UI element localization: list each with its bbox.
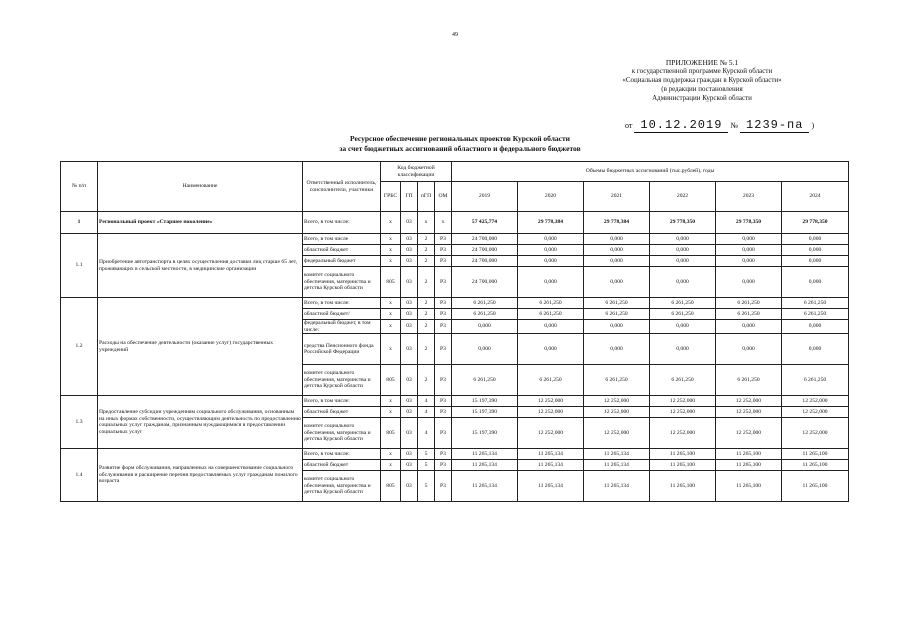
row-value: 0,000 <box>650 256 716 267</box>
row-value: 11 265,100 <box>650 471 716 502</box>
row-grbs: 805 <box>381 418 401 449</box>
row-value: 0,000 <box>518 256 584 267</box>
title-line-1: Ресурсное обеспечение региональных проектов Курской области <box>349 134 570 143</box>
row-gp: 03 <box>401 245 418 256</box>
row-responsible: комитет социального обеспечения, материнства и детства Курской области <box>303 365 381 396</box>
row-value: 12 252,000 <box>584 396 650 407</box>
row-value: 6 261,250 <box>584 309 650 320</box>
row-grbs: х <box>381 256 401 267</box>
row-value: 0,000 <box>782 267 849 298</box>
appendix-line: к государственной программе Курской области <box>631 67 773 75</box>
row-value: 11 265,134 <box>452 449 518 460</box>
row-responsible: Всего, в том числе: <box>303 449 381 460</box>
row-value: 12 252,000 <box>716 407 782 418</box>
row-value: 11 265,100 <box>716 460 782 471</box>
row-pgp: 5 <box>418 449 435 460</box>
header-pgp: пГП <box>418 182 435 212</box>
appendix-header <box>587 58 817 103</box>
row-value: 6 261,250 <box>518 309 584 320</box>
row-gp: 03 <box>401 298 418 309</box>
appendix-line: «Социальная поддержка граждан в Курской области» <box>622 76 782 84</box>
row-value: 6 261,250 <box>584 298 650 309</box>
row-value: 6 261,250 <box>716 309 782 320</box>
row-pgp: 2 <box>418 320 435 334</box>
row-value: 57 425,774 <box>452 212 518 234</box>
row-responsible: Всего, в том числе: <box>303 212 381 234</box>
row-value: 11 265,100 <box>782 471 849 502</box>
row-value: 12 252,000 <box>650 418 716 449</box>
row-value: 15 197,390 <box>452 407 518 418</box>
row-grbs: 805 <box>381 471 401 502</box>
row-value: 12 252,000 <box>782 407 849 418</box>
row-number: 1.1 <box>61 234 98 298</box>
row-om: Р3 <box>435 460 452 471</box>
row-value: 12 252,000 <box>650 407 716 418</box>
header-year: 2024 <box>782 182 849 212</box>
row-number: 1.4 <box>61 449 98 502</box>
row-value: 0,000 <box>584 234 650 245</box>
row-pgp: 2 <box>418 267 435 298</box>
row-gp: 03 <box>401 460 418 471</box>
date-prefix: от <box>625 121 633 130</box>
appendix-line: Администрации Курской области <box>652 94 752 102</box>
row-om: Р3 <box>435 418 452 449</box>
row-value: 6 261,250 <box>716 365 782 396</box>
row-grbs: 805 <box>381 267 401 298</box>
row-value: 24 700,000 <box>452 245 518 256</box>
row-value: 29 778,384 <box>584 212 650 234</box>
row-value: 12 252,000 <box>584 418 650 449</box>
row-responsible: Всего, в том числе <box>303 234 381 245</box>
title-line-2: за счет бюджетных ассигнований областного и федерального бюджетов <box>339 144 581 153</box>
row-value: 0,000 <box>716 267 782 298</box>
table-row <box>61 234 849 245</box>
header-responsible: Ответственный исполнитель, соисполнители, участники <box>303 162 381 212</box>
row-grbs: х <box>381 320 401 334</box>
table-row <box>61 298 849 309</box>
header-year: 2020 <box>518 182 584 212</box>
row-om: Р3 <box>435 245 452 256</box>
row-value: 11 265,134 <box>518 449 584 460</box>
row-value: 29 778,350 <box>650 212 716 234</box>
row-name: Приобретение автотранспорта в целях осуществления доставки лиц старше 65 лет, проживающих в сельской местности, в медицинские организации <box>98 234 303 298</box>
row-value: 29 778,384 <box>518 212 584 234</box>
row-gp: 03 <box>401 449 418 460</box>
number-sign: № <box>730 121 739 130</box>
header-year: 2022 <box>650 182 716 212</box>
row-om: Р3 <box>435 365 452 396</box>
row-value: 0,000 <box>584 256 650 267</box>
row-value: 6 261,250 <box>782 298 849 309</box>
row-om: Р3 <box>435 309 452 320</box>
row-value: 11 265,100 <box>782 449 849 460</box>
row-grbs: х <box>381 212 401 234</box>
row-gp: 03 <box>401 407 418 418</box>
row-responsible: областной бюджет <box>303 407 381 418</box>
row-value: 0,000 <box>518 267 584 298</box>
row-grbs: х <box>381 396 401 407</box>
row-value: 11 265,134 <box>452 460 518 471</box>
row-gp: 03 <box>401 396 418 407</box>
row-om: Р3 <box>435 298 452 309</box>
row-pgp: х <box>418 212 435 234</box>
row-value: 12 252,000 <box>518 396 584 407</box>
row-gp: 03 <box>401 334 418 365</box>
row-value: 0,000 <box>716 234 782 245</box>
row-gp: 03 <box>401 267 418 298</box>
row-value: 11 265,100 <box>716 471 782 502</box>
header-num: № п/п <box>61 162 98 212</box>
row-value: 0,000 <box>584 267 650 298</box>
row-value: 24 700,000 <box>452 267 518 298</box>
row-value: 6 261,250 <box>782 365 849 396</box>
row-value: 0,000 <box>650 320 716 334</box>
row-value: 11 265,100 <box>716 449 782 460</box>
row-responsible: областной бюджет/ <box>303 309 381 320</box>
row-value: 0,000 <box>650 267 716 298</box>
row-gp: 03 <box>401 234 418 245</box>
row-pgp: 4 <box>418 396 435 407</box>
row-gp: 03 <box>401 309 418 320</box>
row-gp: 03 <box>401 471 418 502</box>
row-om: Р3 <box>435 407 452 418</box>
row-om: х <box>435 212 452 234</box>
row-responsible: федеральный бюджет <box>303 256 381 267</box>
table-body <box>61 212 849 502</box>
page-number: 49 <box>452 32 458 38</box>
row-value: 0,000 <box>650 334 716 365</box>
row-pgp: 5 <box>418 471 435 502</box>
row-grbs: х <box>381 309 401 320</box>
row-number: 1.3 <box>61 396 98 449</box>
row-value: 0,000 <box>782 334 849 365</box>
header-year: 2021 <box>584 182 650 212</box>
row-name: Региональный проект «Старшее поколение» <box>98 212 303 234</box>
row-om: Р3 <box>435 320 452 334</box>
row-responsible: комитет социального обеспечения, материнства и детства Курской области <box>303 418 381 449</box>
row-value: 6 261,250 <box>584 365 650 396</box>
row-value: 0,000 <box>518 234 584 245</box>
row-value: 24 700,000 <box>452 234 518 245</box>
row-value: 11 265,134 <box>518 471 584 502</box>
budget-table <box>60 161 849 502</box>
row-value: 12 252,000 <box>716 396 782 407</box>
resolution-date-line <box>625 118 814 132</box>
row-value: 0,000 <box>782 245 849 256</box>
row-value: 0,000 <box>782 320 849 334</box>
row-responsible: Всего, в том числе: <box>303 298 381 309</box>
row-value: 6 261,250 <box>650 298 716 309</box>
row-pgp: 2 <box>418 256 435 267</box>
row-pgp: 4 <box>418 418 435 449</box>
row-grbs: х <box>381 245 401 256</box>
header-om: ОМ <box>435 182 452 212</box>
row-value: 11 265,134 <box>584 471 650 502</box>
resolution-number: 1239-па <box>740 118 809 133</box>
row-value: 6 261,250 <box>452 309 518 320</box>
row-value: 12 252,000 <box>716 418 782 449</box>
row-pgp: 4 <box>418 407 435 418</box>
row-gp: 03 <box>401 418 418 449</box>
row-responsible: областной бюджет <box>303 460 381 471</box>
row-pgp: 2 <box>418 365 435 396</box>
appendix-title: ПРИЛОЖЕНИЕ № 5.1 <box>665 58 739 67</box>
row-value: 0,000 <box>518 320 584 334</box>
row-value: 12 252,000 <box>782 418 849 449</box>
row-value: 29 778,350 <box>782 212 849 234</box>
row-gp: 03 <box>401 212 418 234</box>
row-grbs: х <box>381 460 401 471</box>
row-value: 11 265,134 <box>518 460 584 471</box>
header-year: 2019 <box>452 182 518 212</box>
row-value: 0,000 <box>782 234 849 245</box>
row-om: Р3 <box>435 267 452 298</box>
row-value: 6 261,250 <box>782 309 849 320</box>
row-pgp: 2 <box>418 234 435 245</box>
closing-paren: ) <box>811 121 815 130</box>
row-om: Р3 <box>435 234 452 245</box>
row-value: 6 261,250 <box>452 365 518 396</box>
row-grbs: 805 <box>381 365 401 396</box>
row-grbs: х <box>381 407 401 418</box>
header-volumes: Объемы бюджетных ассигнований (тыс.рублей), годы <box>452 162 849 182</box>
row-value: 11 265,134 <box>584 460 650 471</box>
header-name: Наименование <box>98 162 303 212</box>
row-grbs: х <box>381 334 401 365</box>
row-value: 0,000 <box>452 334 518 365</box>
row-om: Р3 <box>435 471 452 502</box>
row-om: Р3 <box>435 396 452 407</box>
row-value: 11 265,100 <box>650 449 716 460</box>
row-om: Р3 <box>435 256 452 267</box>
row-grbs: х <box>381 234 401 245</box>
row-name: Предоставление субсидии учреждениям социального обслуживания, основанным на иных формах собственности, осуществляющим деятельность по предоставлению социальных услуг гражданам, признанным нуждающимися в предоставлении социальных услуг <box>98 396 303 449</box>
document-title <box>250 134 670 154</box>
row-value: 0,000 <box>650 234 716 245</box>
row-value: 11 265,134 <box>584 449 650 460</box>
row-value: 6 261,250 <box>716 298 782 309</box>
row-responsible: средства Пенсионного фонда Российской Федерации <box>303 334 381 365</box>
header-year: 2023 <box>716 182 782 212</box>
row-value: 0,000 <box>716 334 782 365</box>
row-value: 6 261,250 <box>518 298 584 309</box>
header-gp: ГП <box>401 182 418 212</box>
row-value: 24 700,000 <box>452 256 518 267</box>
row-pgp: 2 <box>418 245 435 256</box>
row-pgp: 5 <box>418 460 435 471</box>
row-value: 6 261,250 <box>518 365 584 396</box>
row-value: 0,000 <box>716 256 782 267</box>
row-value: 15 197,390 <box>452 396 518 407</box>
row-pgp: 2 <box>418 309 435 320</box>
table-row <box>61 396 849 407</box>
row-name: Расходы на обеспечение деятельности (оказание услуг) государственных учреждений <box>98 298 303 396</box>
row-pgp: 2 <box>418 298 435 309</box>
row-responsible: областной бюджет <box>303 245 381 256</box>
row-value: 11 265,134 <box>452 471 518 502</box>
header-grbs: ГРБС <box>381 182 401 212</box>
table-row <box>61 449 849 460</box>
row-responsible: комитет социального обеспечения, материнства и детства Курской области <box>303 267 381 298</box>
appendix-line: (в редакции постановления <box>661 85 743 93</box>
row-value: 12 252,000 <box>518 407 584 418</box>
row-responsible: Всего, в том числе: <box>303 396 381 407</box>
row-number: 1.2 <box>61 298 98 396</box>
row-om: Р3 <box>435 449 452 460</box>
row-value: 12 252,000 <box>518 418 584 449</box>
row-number: 1 <box>61 212 98 234</box>
row-value: 6 261,250 <box>650 309 716 320</box>
row-pgp: 2 <box>418 334 435 365</box>
row-responsible: комитет социального обеспечения, материнства и детства Курской области <box>303 471 381 502</box>
row-value: 0,000 <box>584 245 650 256</box>
row-gp: 03 <box>401 365 418 396</box>
row-value: 12 252,000 <box>650 396 716 407</box>
resolution-date: 10.12.2019 <box>634 118 728 133</box>
row-gp: 03 <box>401 320 418 334</box>
row-grbs: х <box>381 298 401 309</box>
row-name: Развитие форм обслуживания, направленных на совершенствование социального обслуживания и расширение перечня предоставляемых услуг гражданам пожилого возраста <box>98 449 303 502</box>
table-row <box>61 212 849 234</box>
row-om: Р3 <box>435 334 452 365</box>
row-value: 12 252,000 <box>584 407 650 418</box>
row-value: 11 265,100 <box>782 460 849 471</box>
row-value: 0,000 <box>584 320 650 334</box>
row-value: 0,000 <box>518 334 584 365</box>
row-gp: 03 <box>401 256 418 267</box>
row-value: 0,000 <box>650 245 716 256</box>
row-value: 6 261,250 <box>650 365 716 396</box>
row-value: 0,000 <box>518 245 584 256</box>
row-value: 0,000 <box>452 320 518 334</box>
header-budget-code: Код бюджетной классификации <box>381 162 452 182</box>
row-grbs: х <box>381 449 401 460</box>
row-responsible: федеральный бюджет, в том числе: <box>303 320 381 334</box>
row-value: 15 197,390 <box>452 418 518 449</box>
row-value: 0,000 <box>782 256 849 267</box>
row-value: 6 261,250 <box>452 298 518 309</box>
row-value: 0,000 <box>716 245 782 256</box>
row-value: 11 265,100 <box>650 460 716 471</box>
row-value: 0,000 <box>584 334 650 365</box>
row-value: 29 778,350 <box>716 212 782 234</box>
row-value: 0,000 <box>716 320 782 334</box>
row-value: 12 252,000 <box>782 396 849 407</box>
